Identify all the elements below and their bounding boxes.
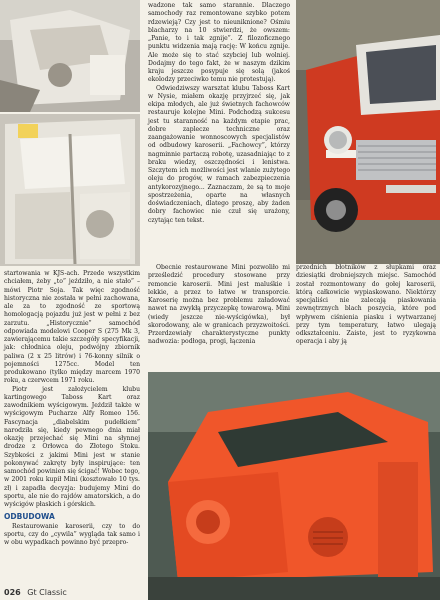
paragraph: przednich błotników z słupkami oraz dziesiątki drobniejszych miejsc. Samochód został rozmontowany do gołej karoserii, którą całkowicie wypiaskowano. Niektórzy specjaliści nie zalecają piaskowania zewnętrznych blach poszycia, które pod wpływem ciśnienia piasku i wytwarzanej przy tym temperatury, łatwo ulegają odkształceniu. Zaiste, jest to ryzykowna operacja i aby ją: [296, 264, 436, 346]
paragraph: Piotr jest założycielem klubu kartingowego Taboss Kart oraz zawodnikiem wyścigowym. Jeździł także w wyścigowym Pucharze Alfy Romeo 156. Fascynacja „diabelskim pudełkiem” narodziła się, kiedy pewnego dnia miał okazję przejechać się Mini na słynnej drodze z Orłowca do Złotego Stoku. Szybkości z jakimi Mini jest w stanie pokonywać zakręty były inspirujące: ten samochód powinien się ścigać! Wobec tego, w 2001 roku kupił Mini (kosztowało 10 tys. zł) i zapadła decyzja: budujemy Mini do sportu, ale nie do rajdów amatorskich, a do wyścigów płaskich i górskich.: [4, 385, 140, 508]
paragraph: Odwiedziwszy warsztat klubu Taboss Kart w Nysie, miałem okazję przyjrzeć się, jak ekipa młodych, ale już świetnych fachowców restauruje kolejne Mini. Podchodzą sukcesu jest tu staranność na każdym etapie prac, dobre zaplecze techniczne oraz zaangażowanie wonnoscowych specjalistów od odbudowy karoserii. „Fachowcy”, którzy nagminnie partaczą robotę, uzasadniając to z braku wiedzy, oszczędności i lenistwa. Szczytem ich możliwości jest wlanie zużytego oleju do progów, w ramach zabezpieczenia antykorozyjnego... Zaznaczam, że są to moje spostrzeżenia, oparte na własnych doświadczeniach, dlatego proszę, aby żaden dobry fachowiec nie czuł się urażony, czytając ten tekst.: [148, 84, 290, 224]
photo-car-interior-top: [0, 0, 140, 112]
photo-car-shell-interior: [0, 114, 140, 266]
article-column-top-middle: [148, 2, 290, 225]
paragraph: startowania w KJS-ach. Przede wszystkim chciałem, żeby „to” jeździło, a nie stało” – mówi Piotr Soja. Tak więc zgodność historyczna nie została w pełni zachowana, ale za to zgodność ze sportową homologacją pojazdu już jest w pełni z bez zarzutu. „Historycznie” samochód odpowiada modelowi Cooper S (275 Mk 3, zawierającemu takie szczegóły specyfikacji, jak: chłodnica oleju, podwójny zbiornik paliwa (2 x 25 litrów) i 76-konny silnik o pojemności 1275cc. Model ten produkowano (tylko między marcem 1970 roku, a czerwcem 1971 roku.: [4, 270, 140, 385]
page-number: 026: [4, 588, 21, 597]
section-heading: ODBUDOWA: [4, 512, 55, 522]
magazine-name: Gt Classic: [27, 588, 67, 597]
photo-red-mini-front: [296, 0, 440, 264]
article-column-left: [4, 270, 140, 547]
paragraph: wadzone tak samo starannie. Dlaczego samochody raz remontowane szybko potem rdzewieją? Czy jest to nieuniknione? Ośmiu blacharzy na 10 stwierdzi, że owszem: „Panie, to i tak zgnije”. Z filozoficznego punktu widzenia mają rację: W końcu zgnije. Ale może się to stać szybciej lub wolniej. Dodajmy do tego fakt, że w naszym dzikim kraju jeszcze posypuje się solą (jakoś ekolodzy przeciwko temu nie protestują).: [148, 2, 290, 84]
paragraph: Obecnie restaurowane Mini pozwoliło mi prześledzić procedury stosowane przy remoncie karoserii. Mini jest maluśkie i lekkie, a przez to łatwe w transporcie. Karoserię można bez problemu załadować nawet na zwykłą przyczepkę towarową. Mini (wiedy jeszcze nie-wyścigówka), był skorodowany, ale w granicach przyzwoitości. Przerdzewiały charakterystyczne punkty nadwozia: podłoga, progi, łączenia: [148, 264, 290, 346]
article-column-right: [296, 264, 436, 347]
article-column-middle: [148, 264, 290, 347]
paragraph: Restaurowanie karoserii, czy to do sportu, czy do „cywila” wygląda tak samo i w obu wypadkach powinno być przepro-: [4, 522, 140, 546]
page-footer: [4, 588, 67, 597]
photo-orange-mini-shell: [148, 372, 440, 600]
